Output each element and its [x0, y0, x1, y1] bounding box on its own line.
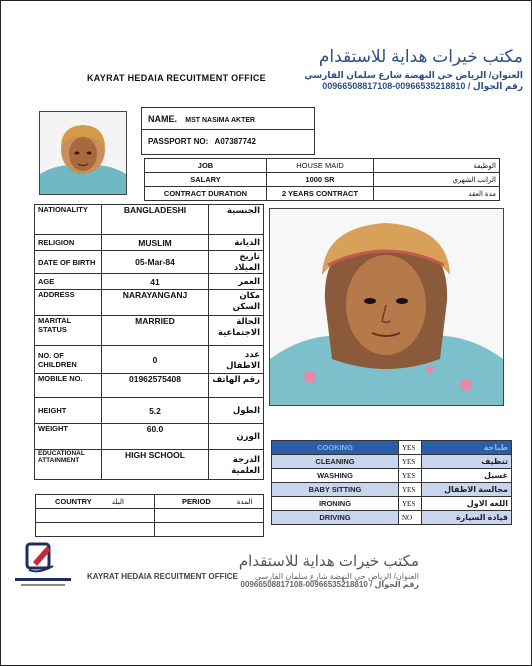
salary-label: SALARY — [145, 173, 267, 187]
age-label: AGE — [35, 274, 102, 290]
footer-company-ar: مكتب خيرات هداية للاستقدام — [238, 553, 419, 570]
skill-row-washing — [272, 469, 512, 483]
skill-baby-sitting-yn: YES — [399, 483, 422, 497]
passport-row — [142, 131, 314, 153]
age-ar: العمر — [209, 274, 264, 290]
contract-row — [145, 187, 500, 201]
skill-row-cleaning — [272, 455, 512, 469]
skills-table — [271, 440, 512, 525]
religion-ar: الديانة — [209, 235, 264, 251]
personal-info-table — [34, 204, 264, 480]
skill-cooking-ar: طباخة — [422, 441, 512, 455]
height-value: 5.2 — [102, 398, 209, 424]
children-ar: عدد الاطفال — [209, 346, 264, 374]
job-ar: الوظيفة — [374, 159, 500, 173]
skill-row-cooking — [272, 441, 512, 455]
skill-ironing-label: IRONING — [272, 497, 399, 511]
religion-row — [35, 235, 264, 251]
nationality-ar: الجنسية — [209, 205, 264, 235]
skill-washing-yn: YES — [399, 469, 422, 483]
weight-ar: الوزن — [209, 424, 264, 450]
dob-ar: تاريخ الميلاد — [209, 251, 264, 274]
religion-label: RELIGION — [35, 235, 102, 251]
skill-baby-sitting-label: BABY SITTING — [272, 483, 399, 497]
experience-table — [35, 494, 264, 537]
skill-cleaning-yn: YES — [399, 455, 422, 469]
dob-value: 05-Mar-84 — [102, 251, 209, 274]
country-ar: البلد — [111, 499, 124, 506]
mobile-row — [35, 374, 264, 398]
salary-row — [145, 173, 500, 187]
nationality-value: BANGLADESHI — [102, 205, 209, 235]
mobile-label: MOBILE NO. — [35, 374, 102, 398]
address-label: ADDRESS — [35, 290, 102, 316]
skill-row-baby-sitting — [272, 483, 512, 497]
education-ar: الدرجة العلمية — [209, 450, 264, 480]
skill-row-ironing — [272, 497, 512, 511]
marital-ar: الحالة الاجتماعية — [209, 316, 264, 346]
weight-row — [35, 424, 264, 450]
contract-value: 2 YEARS CONTRACT — [267, 187, 374, 201]
height-label: HEIGHT — [35, 398, 102, 424]
skill-cooking-label: COOKING — [272, 441, 399, 455]
name-passport-box — [141, 107, 315, 155]
dob-row — [35, 251, 264, 274]
children-row — [35, 346, 264, 374]
education-row — [35, 450, 264, 480]
header-company-ar: مكتب خيرات هداية للاستقدام — [318, 47, 523, 66]
marital-label: MARITAL STATUS — [35, 316, 102, 346]
contract-label: CONTRACT DURATION — [145, 187, 267, 201]
address-value: NARAYANGANJ — [102, 290, 209, 316]
header-company-en: KAYRAT HEDAIA RECUITMENT OFFICE — [87, 73, 266, 83]
skill-ironing-ar: اللغه الاول — [422, 497, 512, 511]
skill-ironing-yn: YES — [399, 497, 422, 511]
mobile-ar: رقم الهاتف — [209, 374, 264, 398]
name-label: NAME. — [148, 114, 177, 124]
children-value: 0 — [102, 346, 209, 374]
experience-header-row — [36, 495, 264, 509]
children-label: NO. OF CHILDREN — [35, 346, 102, 374]
education-value: HIGH SCHOOL — [102, 450, 209, 480]
skill-washing-label: WASHING — [272, 469, 399, 483]
skill-cleaning-ar: تنظيف — [422, 455, 512, 469]
address-row — [35, 290, 264, 316]
job-label: JOB — [145, 159, 267, 173]
name-row — [142, 108, 314, 130]
applicant-photo-large — [269, 208, 504, 406]
marital-row — [35, 316, 264, 346]
height-row — [35, 398, 264, 424]
skill-row-driving — [272, 511, 512, 525]
header-address-ar: العنوان/ الرياض حي النهضة شارع سلمان الفارسي — [304, 70, 523, 80]
age-row — [35, 274, 264, 290]
job-row — [145, 159, 500, 173]
mobile-value: 01962575408 — [102, 374, 209, 398]
company-logo-icon — [13, 540, 73, 592]
skill-cooking-yn: YES — [399, 441, 422, 455]
nationality-row — [35, 205, 264, 235]
skill-cleaning-label: CLEANING — [272, 455, 399, 469]
skill-washing-ar: غسيل — [422, 469, 512, 483]
portrait-icon — [270, 209, 503, 405]
height-ar: الطول — [209, 398, 264, 424]
applicant-photo-small — [39, 111, 127, 195]
country-label: COUNTRY — [55, 497, 92, 506]
religion-value: MUSLIM — [102, 235, 209, 251]
passport-label: PASSPORT NO: — [148, 137, 209, 146]
address-ar: مكان السكن — [209, 290, 264, 316]
passport-number: A07387742 — [214, 137, 256, 146]
country-header — [36, 495, 155, 509]
company-logo-icon — [13, 540, 73, 592]
marital-value: MARRIED — [102, 316, 209, 346]
contract-ar: مدة العقد — [374, 187, 500, 201]
experience-row — [36, 509, 264, 523]
skill-driving-label: DRIVING — [272, 511, 399, 525]
skill-baby-sitting-ar: مجالسة الاطفال — [422, 483, 512, 497]
age-value: 41 — [102, 274, 209, 290]
nationality-label: NATIONALITY — [35, 205, 102, 235]
education-label: EDUCATIONAL ATTAINMENT — [35, 450, 102, 480]
footer-company-en: KAYRAT HEDAIA RECUITMENT OFFICE — [87, 572, 238, 581]
weight-value: 60.0 — [102, 424, 209, 450]
portrait-icon — [40, 112, 126, 194]
footer-address-ar: العنوان/ الرياض حي النهضة شارع سلمان الفارسي — [254, 572, 419, 581]
salary-ar: الراتب الشهري — [374, 173, 500, 187]
weight-label: WEIGHT — [35, 424, 102, 450]
period-label: PERIOD — [182, 497, 211, 506]
period-header — [155, 495, 264, 509]
job-table — [144, 158, 500, 201]
job-value: HOUSE MAID — [267, 159, 374, 173]
salary-value: 1000 SR — [267, 173, 374, 187]
period-ar: المدة — [236, 499, 253, 506]
skill-driving-ar: قيادة السيارة — [422, 511, 512, 525]
experience-row — [36, 523, 264, 537]
dob-label: DATE OF BIRTH — [35, 251, 102, 274]
footer-phone-ar: رقم الجوال / 00966535218810-00966508817108 — [240, 580, 419, 589]
skill-driving-yn: NO — [399, 511, 422, 525]
header-phone-ar: رقم الجوال / 00966535218810-00966508817108 — [322, 81, 523, 91]
applicant-name: MST NASIMA AKTER — [185, 117, 256, 124]
